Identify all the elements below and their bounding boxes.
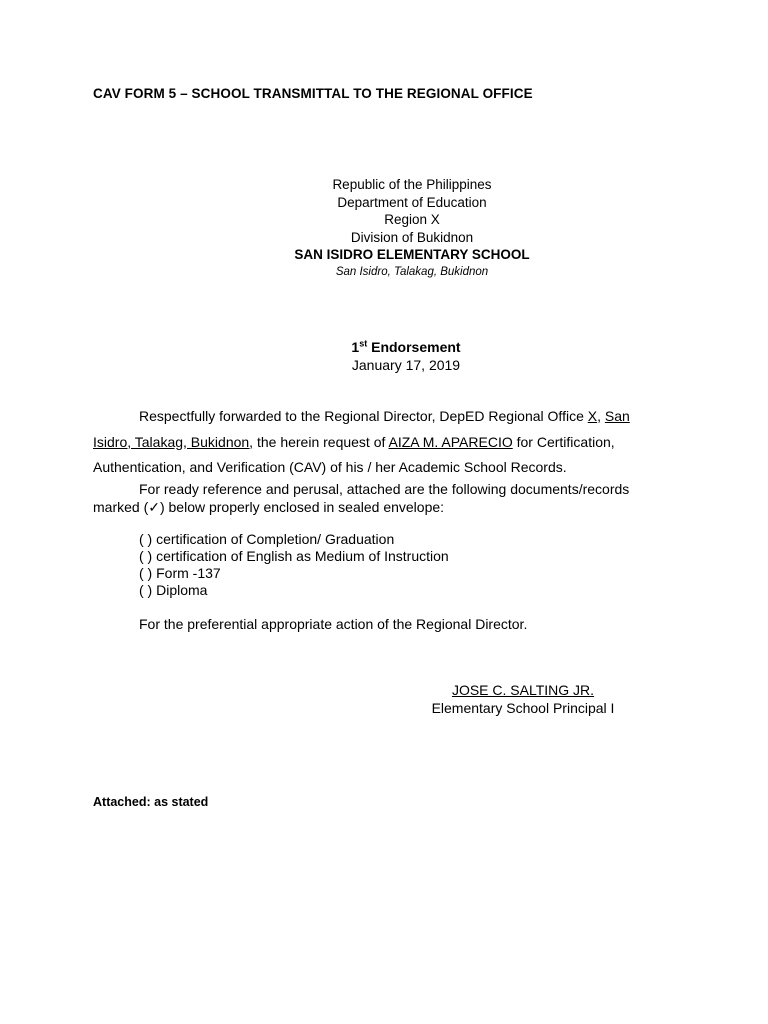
- checklist-item: ( ) Form -137: [139, 565, 221, 581]
- endorsement-label: Endorsement: [367, 339, 461, 355]
- checklist-item: ( ) certification of English as Medium of Instruction: [139, 548, 449, 564]
- checklist-item: ( ) certification of Completion/ Graduation: [139, 531, 395, 547]
- paragraph-1-line-3: Authentication, and Verification (CAV) of his / her Academic School Records.: [93, 459, 567, 475]
- endorsement-title: [0, 338, 768, 356]
- requester-name: AIZA M. APARECIO: [388, 433, 513, 450]
- endorsement-number: 1: [351, 339, 360, 355]
- paragraph-1-line-1: [93, 404, 693, 430]
- signatory-position: Elementary School Principal I: [431, 699, 615, 716]
- endorsement-block: [0, 338, 768, 374]
- form-title: CAV FORM 5 – SCHOOL TRANSMITTAL TO THE REGIONAL OFFICE: [93, 86, 533, 101]
- letterhead-school-name: SAN ISIDRO ELEMENTARY SCHOOL: [294, 247, 530, 262]
- letterhead-region: Region X: [384, 212, 440, 227]
- address-line-1: San: [604, 408, 630, 424]
- endorsement-date: January 17, 2019: [351, 357, 461, 373]
- body-paragraph-2: [93, 481, 693, 516]
- signature-block: [403, 682, 643, 717]
- paragraph-2-line-2: marked (✓) below properly enclosed in sealed envelope:: [93, 498, 445, 515]
- paragraph-2-line-1: For ready reference and perusal, attached are the following documents/records: [139, 481, 630, 497]
- p1-text-part1: Respectfully forwarded to the Regional Director, DepED Regional Office: [139, 408, 588, 424]
- p1-text-part3: for Certification,: [512, 433, 615, 450]
- document-checklist: [139, 531, 449, 599]
- letterhead: [0, 176, 768, 281]
- attachment-note: Attached: as stated: [93, 795, 209, 809]
- checklist-item: ( ) Diploma: [139, 582, 208, 598]
- letterhead-department: Department of Education: [337, 194, 487, 210]
- closing-statement: For the preferential appropriate action of the Regional Director.: [139, 616, 528, 632]
- endorsement-ordinal-suffix: st: [359, 338, 368, 349]
- address-line-2: Isidro, Talakag, Bukidnon,: [93, 433, 254, 450]
- p1-text-part2: the herein request of: [253, 433, 389, 450]
- letterhead-division: Division of Bukidnon: [350, 229, 474, 245]
- regional-office-number: X: [587, 408, 598, 424]
- paragraph-1-line-2: [93, 430, 693, 456]
- signatory-name: JOSE C. SALTING JR.: [451, 682, 595, 698]
- body-paragraph-1: [93, 404, 693, 481]
- p1-comma: ,: [597, 408, 605, 424]
- letterhead-country: Republic of the Philippines: [332, 177, 492, 192]
- letterhead-school-address: San Isidro, Talakag, Bukidnon: [335, 265, 489, 278]
